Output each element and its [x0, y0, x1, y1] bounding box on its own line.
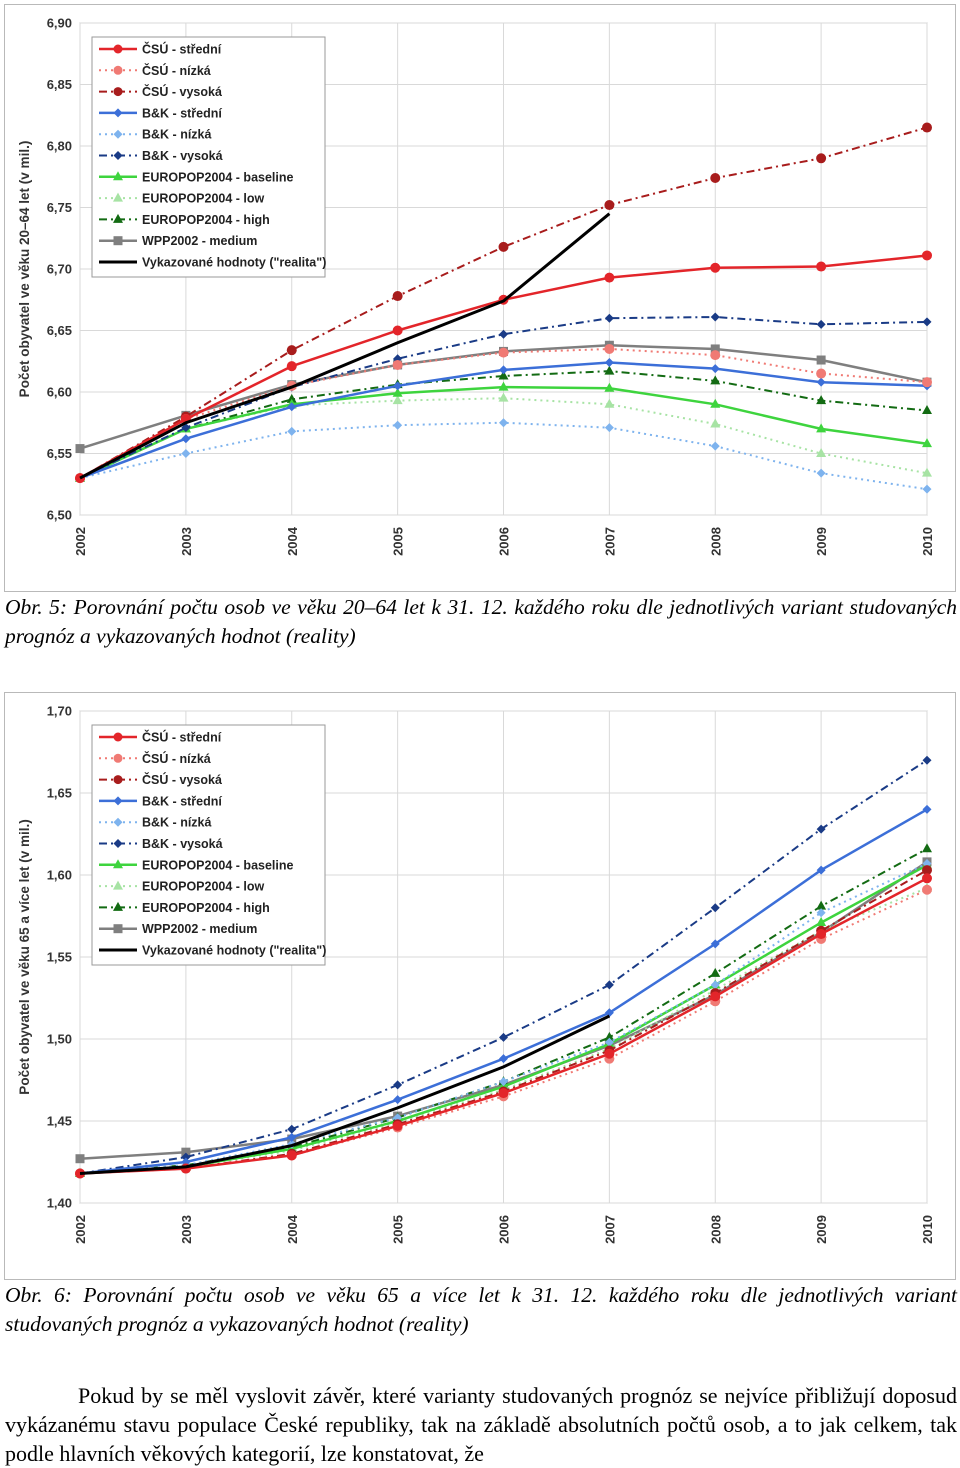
data-point	[604, 273, 614, 283]
legend	[92, 37, 326, 277]
legend-marker	[114, 45, 123, 54]
y-axis-label: Počet obyvatel ve věku 65 a více let (v mil.)	[17, 819, 32, 1095]
legend-label: EUROPOP2004 - baseline	[142, 858, 294, 873]
chart-figure-5	[4, 4, 956, 592]
data-point	[922, 885, 932, 895]
y-tick-label: 6,60	[46, 384, 72, 400]
data-point	[393, 291, 403, 301]
x-tick-label: 2003	[178, 1215, 194, 1244]
data-point	[287, 361, 297, 371]
y-tick-label: 1,50	[46, 1031, 72, 1047]
legend-label: B&K - nízká	[142, 815, 212, 830]
legend-label: EUROPOP2004 - low	[142, 191, 265, 206]
legend-label: EUROPOP2004 - baseline	[142, 170, 294, 185]
y-tick-label: 1,60	[46, 867, 72, 883]
y-tick-label: 6,65	[46, 323, 72, 338]
x-tick-label: 2007	[602, 527, 618, 556]
legend-marker	[114, 733, 123, 742]
data-point	[816, 262, 826, 272]
data-point	[816, 153, 826, 163]
y-tick-label: 6,55	[46, 446, 72, 461]
data-point	[922, 123, 932, 133]
data-point	[922, 873, 932, 883]
data-point	[499, 1088, 509, 1098]
legend-marker	[114, 236, 123, 245]
legend-marker	[114, 66, 123, 75]
legend-label: WPP2002 - medium	[142, 234, 258, 249]
chart-20-64	[5, 5, 955, 591]
x-tick-label: 2006	[496, 527, 512, 556]
legend-label: ČSÚ - nízká	[142, 63, 211, 78]
data-point	[76, 1154, 85, 1163]
data-point	[604, 344, 614, 354]
legend-label: ČSÚ - vysoká	[142, 85, 222, 100]
legend-label: ČSÚ - střední	[142, 42, 222, 57]
y-tick-label: 6,85	[46, 77, 72, 92]
y-tick-label: 1,55	[46, 949, 72, 965]
data-point	[287, 1150, 297, 1160]
legend-label: B&K - nízká	[142, 127, 212, 142]
x-tick-label: 2007	[602, 1215, 618, 1244]
data-point	[604, 1049, 614, 1059]
legend-label: B&K - vysoká	[142, 837, 223, 851]
legend-label: EUROPOP2004 - low	[142, 879, 265, 894]
x-tick-label: 2004	[284, 527, 300, 556]
x-tick-label: 2008	[708, 1215, 724, 1244]
body-paragraph: Pokud by se měl vyslovit závěr, které varianty studovaných prognóz se nejvíce přibližují doposud vykázanému stavu populace České republiky, tak na základě absolutních počtů osob, a to jak celkem, tak podle hlavních věkových kategorií, lze konstatovat, že	[5, 1383, 957, 1466]
data-point	[817, 356, 826, 365]
legend-label: EUROPOP2004 - high	[142, 900, 270, 915]
x-tick-label: 2009	[814, 527, 830, 556]
y-tick-label: 1,65	[46, 785, 72, 801]
x-tick-label: 2005	[390, 527, 406, 556]
y-tick-label: 1,40	[46, 1195, 72, 1211]
data-point	[710, 991, 720, 1001]
x-tick-label: 2004	[284, 1215, 300, 1244]
x-tick-label: 2010	[920, 1215, 935, 1244]
legend-label: B&K - střední	[142, 106, 222, 121]
legend-label: ČSÚ - střední	[142, 730, 222, 745]
y-axis-label: Počet obyvatel ve věku 20–64 let (v mil.)	[17, 140, 32, 398]
data-point	[604, 200, 614, 210]
y-tick-label: 6,80	[46, 138, 72, 154]
figure-6-caption: Obr. 6: Porovnání počtu osob ve věku 65 a více let k 31. 12. každého roku dle jednotlivých variant studovaných prognóz a vykazovaných hodnot (reality)	[5, 1283, 957, 1336]
data-point	[816, 929, 826, 939]
x-tick-label: 2005	[390, 1215, 406, 1244]
legend-label: B&K - střední	[142, 794, 222, 809]
y-tick-label: 6,75	[46, 200, 72, 215]
y-tick-label: 1,45	[46, 1113, 72, 1129]
y-tick-label: 1,70	[46, 703, 72, 719]
legend-marker	[114, 87, 123, 96]
data-point	[393, 360, 403, 370]
data-point	[393, 326, 403, 336]
data-point	[710, 263, 720, 273]
x-tick-label: 2008	[708, 527, 724, 556]
legend-label: B&K - vysoká	[142, 149, 223, 163]
data-point	[287, 345, 297, 355]
legend-label: ČSÚ - nízká	[142, 751, 211, 766]
data-point	[393, 1121, 403, 1131]
legend-label: Vykazované hodnoty ("realita")	[142, 943, 327, 958]
data-point	[816, 369, 826, 379]
x-tick-label: 2009	[814, 1215, 830, 1244]
y-tick-label: 6,50	[46, 507, 72, 523]
x-tick-label: 2002	[73, 527, 88, 556]
legend-label: EUROPOP2004 - high	[142, 212, 270, 227]
data-point	[710, 350, 720, 360]
x-tick-label: 2003	[178, 527, 194, 556]
data-point	[499, 348, 509, 358]
legend-marker	[114, 924, 123, 933]
data-point	[76, 444, 85, 453]
x-tick-label: 2002	[73, 1215, 88, 1244]
legend-label: Vykazované hodnoty ("realita")	[142, 255, 327, 270]
x-tick-label: 2010	[920, 527, 935, 556]
y-tick-label: 6,70	[46, 261, 72, 277]
legend-label: WPP2002 - medium	[142, 922, 258, 937]
legend	[92, 725, 326, 965]
data-point	[499, 242, 509, 252]
x-tick-label: 2006	[496, 1215, 512, 1244]
legend-label: ČSÚ - vysoká	[142, 773, 222, 788]
legend-marker	[114, 754, 123, 763]
data-point	[922, 250, 932, 260]
chart-65-plus	[5, 693, 955, 1279]
figure-5-caption: Obr. 5: Porovnání počtu osob ve věku 20–64 let k 31. 12. každého roku dle jednotlivých variant studovaných prognóz a vykazovaných hodnot (reality)	[5, 595, 957, 648]
data-point	[710, 173, 720, 183]
y-tick-label: 6,90	[46, 15, 72, 31]
chart-figure-6	[4, 692, 956, 1280]
legend-marker	[114, 775, 123, 784]
data-point	[922, 377, 932, 387]
